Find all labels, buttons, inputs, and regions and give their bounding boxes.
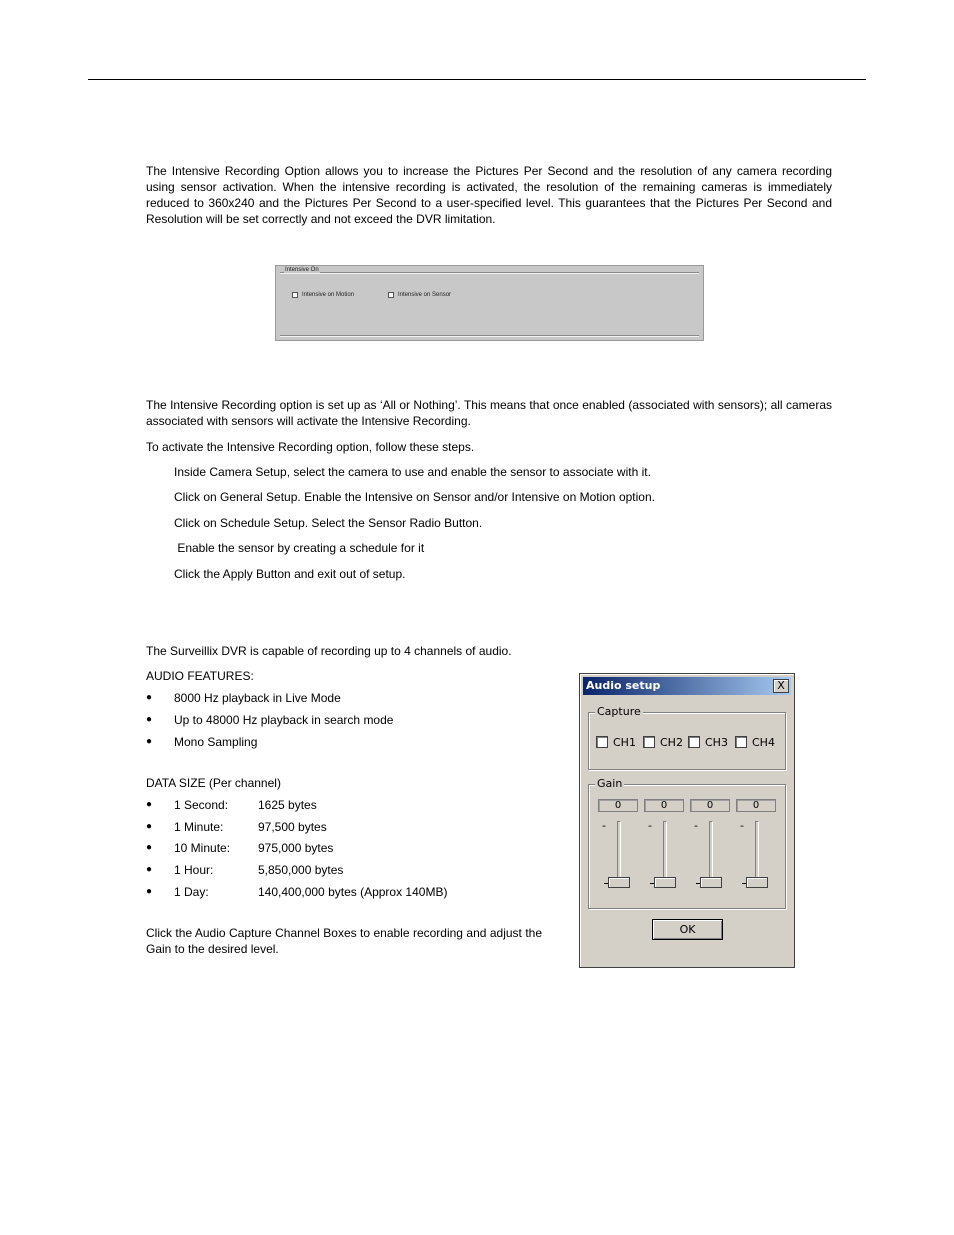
gain-group-title: Gain — [597, 777, 623, 790]
bullet-icon: ● — [146, 736, 153, 747]
data-size-value: 97,500 bytes — [258, 820, 327, 834]
gain-slider-track-ch3[interactable] — [709, 821, 713, 883]
capture-group-title: Capture — [597, 705, 641, 718]
audio-setup-dialog — [579, 673, 795, 968]
ch3-checkbox[interactable] — [688, 736, 700, 748]
data-size-label: 1 Hour: — [174, 863, 214, 877]
tick-icon: - — [648, 819, 652, 832]
bullet-icon: ● — [146, 799, 153, 810]
close-icon[interactable]: X — [773, 679, 789, 693]
tick-icon: - — [694, 819, 698, 832]
bullet-icon: ● — [146, 864, 153, 875]
bullet-icon: ● — [146, 714, 153, 725]
ch1-label: CH1 — [613, 736, 636, 749]
step-item: Click on General Setup. Enable the Intensive on Sensor and/or Intensive on Motion option. — [174, 490, 655, 504]
data-size-value: 140,400,000 bytes (Approx 140MB) — [258, 885, 448, 899]
intensive-motion-checkbox[interactable] — [292, 292, 298, 298]
capture-group — [588, 705, 786, 770]
intensive-sensor-checkbox[interactable] — [388, 292, 394, 298]
ch4-label: CH4 — [752, 736, 775, 749]
data-size-value: 975,000 bytes — [258, 841, 334, 855]
list-item: 8000 Hz playback in Live Mode — [174, 691, 341, 705]
intensive-motion-label: Intensive on Motion — [302, 292, 355, 298]
closing-paragraph: Click the Audio Capture Channel Boxes to enable recording and adjust the Gain to the desired level. — [146, 926, 542, 956]
data-size-title: DATA SIZE (Per channel) — [146, 776, 281, 790]
intensive-on-panel — [275, 265, 704, 341]
step-item: Click the Apply Button and exit out of setup. — [174, 567, 406, 581]
gain-slider-track-ch1[interactable] — [617, 821, 621, 883]
gain-slider-ch2[interactable] — [654, 877, 676, 888]
data-size-label: 1 Minute: — [174, 820, 224, 834]
bullet-icon: ● — [146, 692, 153, 703]
intro-paragraph: The Intensive Recording Option allows you to increase the Pictures Per Second and the resolution of any camera recording using sensor activation. When the intensive recording is activated, the resolution of the remaining cameras is immediately reduced to 360x240 and the Pictures Per Second to a user-specified level. This guarantees that the Pictures Per Second and Resolution will be set correctly and not exceed the DVR limitation. — [146, 164, 832, 226]
ok-button[interactable]: OK — [652, 919, 723, 940]
dialog-title-bar — [583, 677, 791, 695]
gain-slider-track-ch4[interactable] — [755, 821, 759, 883]
data-size-value: 1625 bytes — [258, 798, 317, 812]
gain-slider-ch4[interactable] — [746, 877, 768, 888]
step-item: Click on Schedule Setup. Select the Sensor Radio Button. — [174, 516, 483, 530]
step-item: Inside Camera Setup, select the camera to use and enable the sensor to associate with it. — [174, 465, 651, 479]
gain-slider-track-ch2[interactable] — [663, 821, 667, 883]
audio-intro: The Surveillix DVR is capable of recording up to 4 channels of audio. — [146, 644, 512, 658]
intensive-sensor-label: Intensive on Sensor — [398, 292, 452, 298]
tick-icon: - — [602, 819, 606, 832]
ch3-label: CH3 — [705, 736, 728, 749]
bullet-icon: ● — [146, 821, 153, 832]
bullet-icon: ● — [146, 886, 153, 897]
all-or-nothing-paragraph: The Intensive Recording option is set up as ‘All or Nothing’. This means that once enabled (associated with sensors); all cameras associated with sensors will activate the Intensive Recording. — [146, 398, 832, 428]
step-item: Enable the sensor by creating a schedule for it — [174, 541, 425, 555]
data-size-label: 1 Day: — [174, 885, 209, 899]
gain-value-ch4: 0 — [736, 799, 776, 812]
steps-intro: To activate the Intensive Recording option, follow these steps. — [146, 440, 475, 454]
data-size-label: 1 Second: — [174, 798, 229, 812]
data-size-value: 5,850,000 bytes — [258, 863, 344, 877]
dialog-title: Audio setup — [586, 679, 661, 692]
header-rule — [88, 79, 866, 80]
gain-group — [588, 777, 786, 909]
audio-features-title: AUDIO FEATURES: — [146, 669, 254, 683]
tick-icon: - — [740, 819, 744, 832]
ch2-checkbox[interactable] — [643, 736, 655, 748]
gain-value-ch3: 0 — [690, 799, 730, 812]
gain-slider-ch1[interactable] — [608, 877, 630, 888]
ch4-checkbox[interactable] — [735, 736, 747, 748]
gain-slider-ch3[interactable] — [700, 877, 722, 888]
data-size-label: 10 Minute: — [174, 841, 231, 855]
list-item: Mono Sampling — [174, 735, 258, 749]
intensive-on-title: Intensive On — [285, 267, 319, 273]
list-item: Up to 48000 Hz playback in search mode — [174, 713, 394, 727]
bullet-icon: ● — [146, 842, 153, 853]
gain-value-ch1: 0 — [598, 799, 638, 812]
ch1-checkbox[interactable] — [596, 736, 608, 748]
gain-value-ch2: 0 — [644, 799, 684, 812]
ch2-label: CH2 — [660, 736, 683, 749]
